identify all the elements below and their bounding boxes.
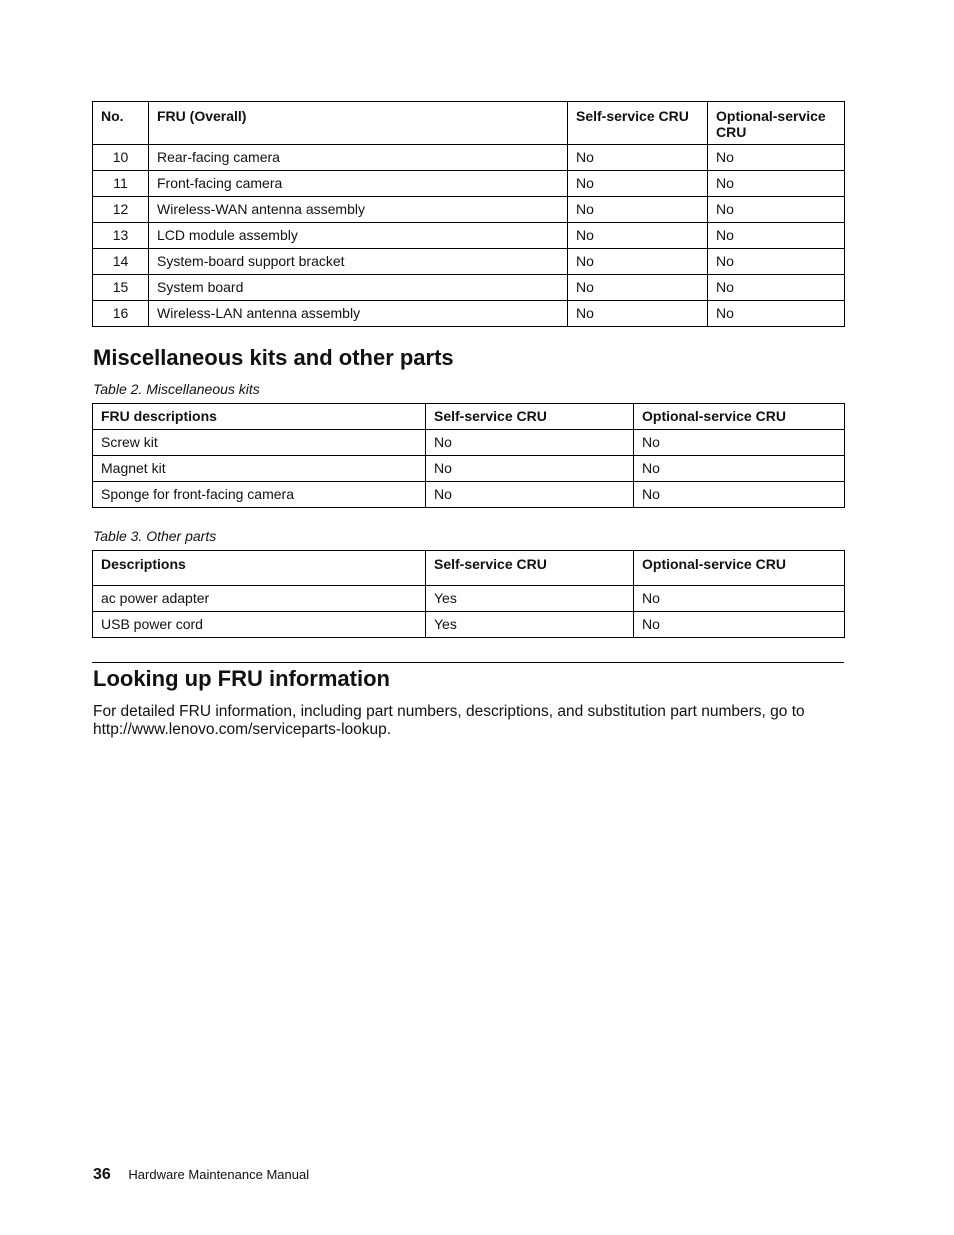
table-header-row (93, 102, 845, 145)
table-row (93, 612, 845, 638)
cell-no: 15 (93, 275, 149, 301)
lookup-paragraph: For detailed FRU information, including part numbers, descriptions, and substitution part numbers, go to http://www.lenovo.com/serviceparts-lookup. (93, 703, 805, 738)
cell-self-service: No (568, 275, 708, 301)
cell-fru: System board (149, 275, 568, 301)
col-header-optional-service: Optional-service CRU (634, 551, 845, 586)
cell-no: 16 (93, 301, 149, 327)
cell-optional-service: No (708, 223, 845, 249)
col-header-fru: FRU (Overall) (149, 102, 568, 145)
col-header-descriptions: Descriptions (93, 551, 426, 586)
cell-self-service: No (568, 301, 708, 327)
col-header-self-service: Self-service CRU (568, 102, 708, 145)
col-header-self-service: Self-service CRU (426, 404, 634, 430)
table-row (93, 275, 845, 301)
table-row (93, 171, 845, 197)
cell-self-service: No (426, 430, 634, 456)
section-divider (92, 662, 844, 663)
cell-self-service: Yes (426, 612, 634, 638)
cell-optional-service: No (708, 301, 845, 327)
cell-self-service: No (568, 145, 708, 171)
misc-kits-table (92, 403, 845, 508)
cell-fru: Wireless-WAN antenna assembly (149, 197, 568, 223)
cell-no: 12 (93, 197, 149, 223)
cell-self-service: No (568, 197, 708, 223)
cell-optional-service: No (634, 482, 845, 508)
cell-fru: Front-facing camera (149, 171, 568, 197)
page-footer (93, 1166, 309, 1184)
cell-optional-service: No (634, 430, 845, 456)
col-header-optional-service: Optional-service CRU (634, 404, 845, 430)
cell-description: Magnet kit (93, 456, 426, 482)
table-caption-other-parts: Table 3. Other parts (93, 528, 217, 544)
section-heading-lookup: Looking up FRU information (93, 666, 390, 691)
cell-no: 10 (93, 145, 149, 171)
cell-fru: LCD module assembly (149, 223, 568, 249)
cell-description: USB power cord (93, 612, 426, 638)
cell-optional-service: No (708, 275, 845, 301)
cell-self-service: No (426, 482, 634, 508)
cell-self-service: Yes (426, 586, 634, 612)
other-parts-table (92, 550, 845, 638)
cell-description: Sponge for front-facing camera (93, 482, 426, 508)
cell-self-service: No (568, 249, 708, 275)
table-row (93, 223, 845, 249)
cell-self-service: No (568, 171, 708, 197)
table-row (93, 145, 845, 171)
table-caption-misc-kits: Table 2. Miscellaneous kits (93, 381, 260, 397)
col-header-fru-descriptions: FRU descriptions (93, 404, 426, 430)
table-row (93, 430, 845, 456)
cell-self-service: No (426, 456, 634, 482)
fru-overall-table (92, 101, 845, 327)
col-header-no: No. (93, 102, 149, 145)
col-header-self-service: Self-service CRU (426, 551, 634, 586)
manual-title: Hardware Maintenance Manual (128, 1167, 310, 1182)
cell-fru: System-board support bracket (149, 249, 568, 275)
table-row (93, 197, 845, 223)
cell-optional-service: No (708, 145, 845, 171)
table-row (93, 456, 845, 482)
table-header-row (93, 404, 845, 430)
page-number: 36 (93, 1166, 111, 1183)
cell-no: 14 (93, 249, 149, 275)
table-row (93, 301, 845, 327)
cell-optional-service: No (634, 456, 845, 482)
cell-description: ac power adapter (93, 586, 426, 612)
cell-no: 13 (93, 223, 149, 249)
cell-optional-service: No (634, 586, 845, 612)
cell-optional-service: No (708, 171, 845, 197)
table-row (93, 482, 845, 508)
cell-fru: Rear-facing camera (149, 145, 568, 171)
cell-fru: Wireless-LAN antenna assembly (149, 301, 568, 327)
cell-optional-service: No (708, 249, 845, 275)
cell-self-service: No (568, 223, 708, 249)
table-row (93, 586, 845, 612)
cell-optional-service: No (708, 197, 845, 223)
cell-no: 11 (93, 171, 149, 197)
table-row (93, 249, 845, 275)
col-header-optional-service: Optional-service CRU (708, 102, 845, 145)
section-heading-misc: Miscellaneous kits and other parts (93, 345, 454, 370)
cell-optional-service: No (634, 612, 845, 638)
table-header-row (93, 551, 845, 586)
cell-description: Screw kit (93, 430, 426, 456)
